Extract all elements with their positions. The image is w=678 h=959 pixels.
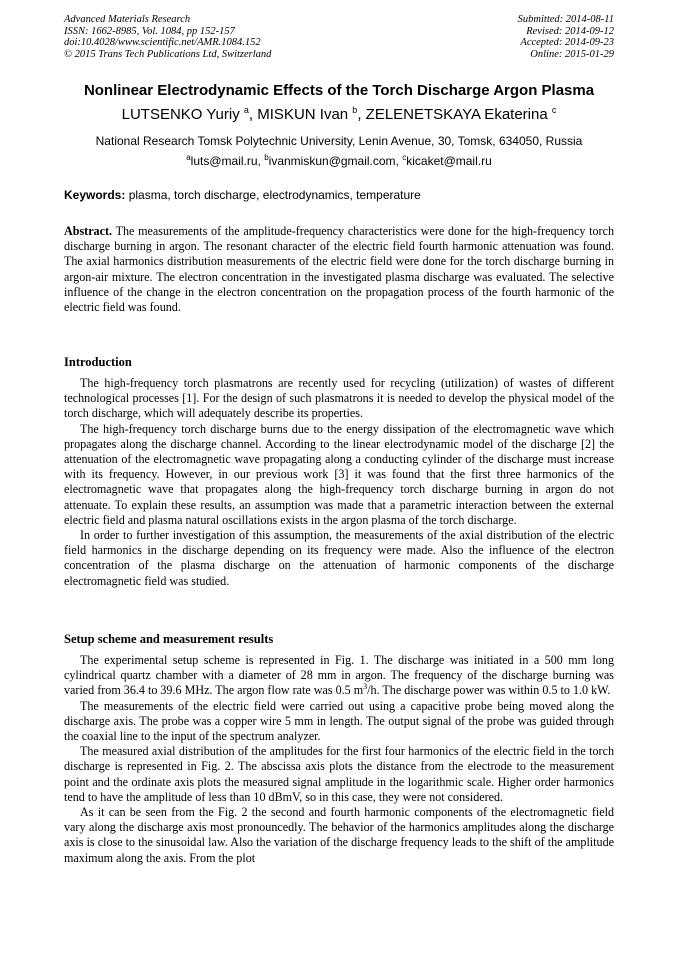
- setup-heading: Setup scheme and measurement results: [64, 632, 274, 646]
- setup-body: [64, 653, 614, 866]
- abstract: [64, 224, 614, 315]
- setup-p1-text: The experimental setup scheme is represented in Fig. 1. The discharge was initiated in a 500 mm long cylindrical quartz chamber with a diameter of 28 mm in argon. The frequency of the discharge burning was varied from 36.4 to 39.6 MHz. The argon flow rate was 0.5 m: [64, 653, 614, 698]
- email-3-mark: c: [402, 153, 407, 162]
- date-submitted: Submitted: 2014-08-11: [517, 14, 614, 25]
- author-2: MISKUN Ivan: [257, 106, 349, 123]
- affiliation: National Research Tomsk Polytechnic University, Lenin Avenue, 30, Tomsk, 634050, Russia: [95, 134, 583, 148]
- author-3: ZELENETSKAYA Ekaterina: [365, 106, 548, 123]
- journal-name: Advanced Materials Research: [64, 14, 191, 25]
- email-1: luts@mail.ru,: [190, 154, 261, 168]
- setup-paragraph: [64, 653, 614, 699]
- abstract-label: Abstract.: [64, 224, 113, 238]
- date-accepted: Accepted: 2014-09-23: [520, 37, 614, 49]
- intro-paragraph: The high-frequency torch discharge burns due to the energy dissipation of the electromagnetic wave which propagates along the discharge channel. According to the linear electrodynamic model of the discharge [2] the attenuation of the electromagnetic wave propagating along a conducting cylinder of the discharge must increase with its frequency. However, in our previous work [3] it was found that the first three harmonics of the electromagnetic wave that propagates along the high-frequency torch discharge burning in argon do not attenuate. To explain these results, an assumption was made that a parametric interaction between the external electric field and plasma natural oscillations exists in the argon plasma of the torch discharge.: [64, 421, 614, 527]
- journal-issn: ISSN: 1662-8985, Vol. 1084, pp 152-157: [64, 25, 235, 37]
- abstract-text: The measurements of the amplitude-frequency characteristics were done for the high-frequency torch discharge burning in argon. The resonant character of the electric field fourth harmonic attenuation was found. The axial harmonics distribution measurements of the electric field were done for the torch discharge burning in argon-air mixture. The electron concentration in the investigated plasma discharge was evaluated. The selective influence of the change in the electron concentration on the propagation process of the fourth harmonic of the electric field was found.: [64, 224, 614, 315]
- journal-copyright: © 2015 Trans Tech Publications Ltd, Switzerland: [64, 48, 272, 60]
- journal-doi: doi:10.4028/www.scientific.net/AMR.1084.152: [64, 37, 261, 49]
- author-1: LUTSENKO Yuriy: [121, 106, 240, 123]
- keywords-text: plasma, torch discharge, electrodynamics, temperature: [128, 188, 421, 202]
- cubic-superscript: 3: [363, 682, 368, 692]
- setup-paragraph: The measured axial distribution of the amplitudes for the first four harmonics of the electric field in the torch discharge is represented in Fig. 2. The abscissa axis plots the distance from the electrode to the measurement point and the ordinate axis plots the measured signal amplitude in the logarithmic scale. Higher order harmonics tend to have the amplitude of less than 10 dBmV, so in this case, they were not considered.: [64, 744, 614, 804]
- date-online: Online: 2015-01-29: [530, 48, 614, 60]
- setup-paragraph: As it can be seen from the Fig. 2 the second and fourth harmonic components of the electromagnetic field vary along the discharge axis most pronouncedly. The behavior of the harmonics amplitudes along the discharge axis is close to the sinusoidal law. Also the variation of the discharge frequency leads to the shift of the amplitude maximum along the axis. From the plot: [64, 805, 614, 865]
- intro-paragraph: In order to further investigation of this assumption, the measurements of the axial distribution of the electric field harmonics in the discharge depending on its frequency were made. Also the influence of the electron concentration of the plasma discharge on the attenuation of harmonic components of the discharge electromagnetic field was studied.: [64, 528, 614, 588]
- keywords-label: Keywords:: [64, 188, 126, 202]
- submission-dates: [518, 14, 614, 60]
- date-revised: Revised: 2014-09-12: [526, 25, 614, 37]
- setup-paragraph: The measurements of the electric field were carried out using a capacitive probe being moved along the discharge axis. The probe was a copper wire 5 mm in length. The output signal of the probe was guided through the coaxial line to the input of the spectrum analyzer.: [64, 698, 614, 744]
- journal-info: [64, 14, 271, 60]
- author-3-mark: c: [551, 105, 557, 115]
- email-2-mark: b: [264, 153, 269, 162]
- email-list: [40, 154, 638, 168]
- email-1-mark: a: [186, 153, 191, 162]
- keywords: [64, 188, 614, 202]
- introduction-heading: Introduction: [64, 355, 132, 369]
- author-2-mark: b: [352, 105, 358, 115]
- intro-paragraph: The high-frequency torch plasmatrons are recently used for recycling (utilization) of wastes of different technological processes [1]. For the design of such plasmatrons it is needed to develop the physical model of the torch discharge, which will adequately describe its properties.: [64, 376, 614, 421]
- author-list: LUTSENKO Yuriy $^a$, MISKUN Ivan $^b$, ZELENETSKAYA Ekaterina $^c$: [121, 105, 557, 123]
- author-1-mark: a: [243, 105, 249, 115]
- email-3: kicaket@mail.ru: [406, 154, 492, 168]
- paper-title: Nonlinear Electrodynamic Effects of the Torch Discharge Argon Plasma: [83, 82, 595, 99]
- email-2: ivanmiskun@gmail.com,: [268, 154, 399, 168]
- setup-p1-text-end: /h. The discharge power was within 0.5 to 1.0 kW.: [367, 683, 611, 698]
- introduction-body: [64, 376, 614, 589]
